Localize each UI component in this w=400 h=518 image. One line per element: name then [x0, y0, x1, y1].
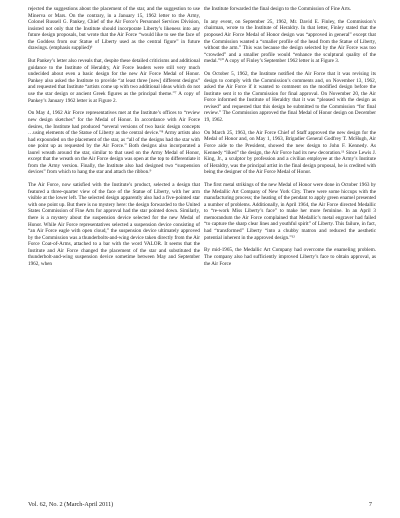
paragraph: But Pankey’s letter also reveals that, despite these detailed criticisms and additional guidance to the Institute of Heraldry, Air Force leaders were still very much undecided about even a basic design for the new Air Force Medal of Honor. Pankey also asked the Institute to provide “at least three [new] different designs” and requested that Institute “artists come up with two additional ideas which do not use the star design or ancient Greek figures as the principal theme.”⁷ A copy of Pankey’s January 1962 letter is at Figure 2. — [28, 58, 200, 104]
paragraph: By mid-1965, the Medallic Art Company had overcome the enameling problem. The company also had sufficiently improved Liberty’s face to obtain approval, as the Air Force — [204, 247, 376, 267]
page-number: 7 — [368, 501, 372, 508]
paragraph: The Air Force, now satisfied with the Institute’s product, selected a design that featured a three-quarter view of the face of the Statue of Liberty, with her arm visible at the lower left. The selected design apparently also had a five-pointed star with one point up. But there is no mystery here: the design forwarded to the United States Commission of Fine Arts for approval had the star pointed down. Similarly, there is a mystery about the suspension device selected for the new Medal of Honor. While Air Force representatives selected a suspension device consisting of “an Air Force eagle with open cloud,” the suspension device ultimately approved by the Commission was a thunderbolts-and-wing device taken directly from the Air Force Coat-of-Arms, attached to a bar with the word VALOR. It seems that the Institute and Air Force changed the placement of the star and substituted the thunderbolt-and-wing suspension device sometime between May and September 1962, when — [28, 182, 200, 267]
paragraph: the Institute forwarded the final design to the Commission of Fine Arts. — [204, 6, 352, 12]
right-text-column — [204, 6, 376, 494]
left-text-column — [28, 6, 200, 494]
paragraph: In any event, on September 25, 1962, Mr. David E. Finley, the Commission’s chairman, wrote to the Institute of Heraldry. In that letter, Finley stated that the proposed Air Force Medal of Honor design was “approved in general” except that the Commission wanted a “smaller profile of the head from the Statue of Liberty, without the arm.” This was because the design selected by the Air Force was too “crowded” and a smaller profile would “enhance the sculptural quality of the medal.”¹⁰ A copy of Finley’s September 1962 letter is at Figure 3. — [204, 18, 376, 65]
paragraph: rejected the suggestions about the placement of the star, and the suggestion to use Minerva or Mars. On the contrary, in a January 15, 1962 letter to the Army, Colonel Russell G. Pankey, Chief of the Air Force’s Personnel Services Division, insisted not only that the Institute should incorporate Liberty’s likeness into any future design proposals, but wrote that the Air Force “would like to see the face of the Goddess from our Statue of Liberty used as the central figure” in future drawings. (emphasis supplied)⁶ — [28, 6, 200, 52]
paragraph: On May 4, 1962 Air Force representatives met at the Institute’s offices to “review new design sketches” for the Medal of Honor. In accordance with Air Force desires, the Institute had produced “several versions of two basic design concepts …using elements of the Statue of Liberty as the central device.”⁸ Army artists also had expounded on the placement of the star, as “all of the designs had the star with one point up as requested by the Air Force.” Both designs also incorporated a laurel wreath around the star, similar to that used on the Army Medal of Honor, except that the wreath on the Air Force design was open at the top to differentiate it from the Army version. Finally, the Institute also had designed two “suspension devices” from which to hang the star and attach the ribbon.⁹ — [28, 110, 200, 176]
paragraph: On October 5, 1962, the Institute notified the Air Force that it was revising its design to comply with the Commission’s comments and, on November 13, 1962, asked the Air Force if it wanted to comment on the modified design before the Institute sent it to the Commission for final approval. On November 20, the Air Force informed the Institute of Heraldry that it was “pleased with the design as revised” and requested that this design be submitted to the Commission “for final review.” The Commission approved the final Medal of Honor design on December 19, 1962. — [204, 71, 376, 123]
page-footer — [28, 500, 372, 510]
paragraph: The first metal strikings of the new Medal of Honor were done in October 1963 by the Medallic Art Company of New York City. There were some hiccups with the manufacturing process; the heating of the pendant to apply green enamel presented a number of problems. Additionally, in April 1964, the Air Force directed Medallic to “re-work Miss Liberty’s face” to make her more feminine. In an April 3 memorandum the Air Force complained that Medallic’s metal engraver had failed “to capture the sharp clear lines and youthful spirit” of Liberty. This failure, in fact, had “transformed” Liberty “into a chubby matron and reduced the aesthetic potential inherent in the approved design.”¹² — [204, 182, 376, 241]
issue-info: Vol. 62, No. 2 (March-April 2011) — [28, 501, 114, 508]
paragraph: On March 25, 1963, the Air Force Chief of Staff approved the new design for the Medal of Honor and, on May 1, 1963, Brigadier General Godfrey T. McHugh, Air Force aide to the President, showed the new design to John F. Kennedy. As Kennedy “liked” the design, the Air Force had its new decoration.¹¹ Since Lewis J. King, Jr., a sculptor by profession and a civilian employee at the Army’s Institute of Heraldry, was the principal artist in the final design proposal, he is credited with being the designer of the Air Force Medal of Honor. — [204, 129, 376, 176]
